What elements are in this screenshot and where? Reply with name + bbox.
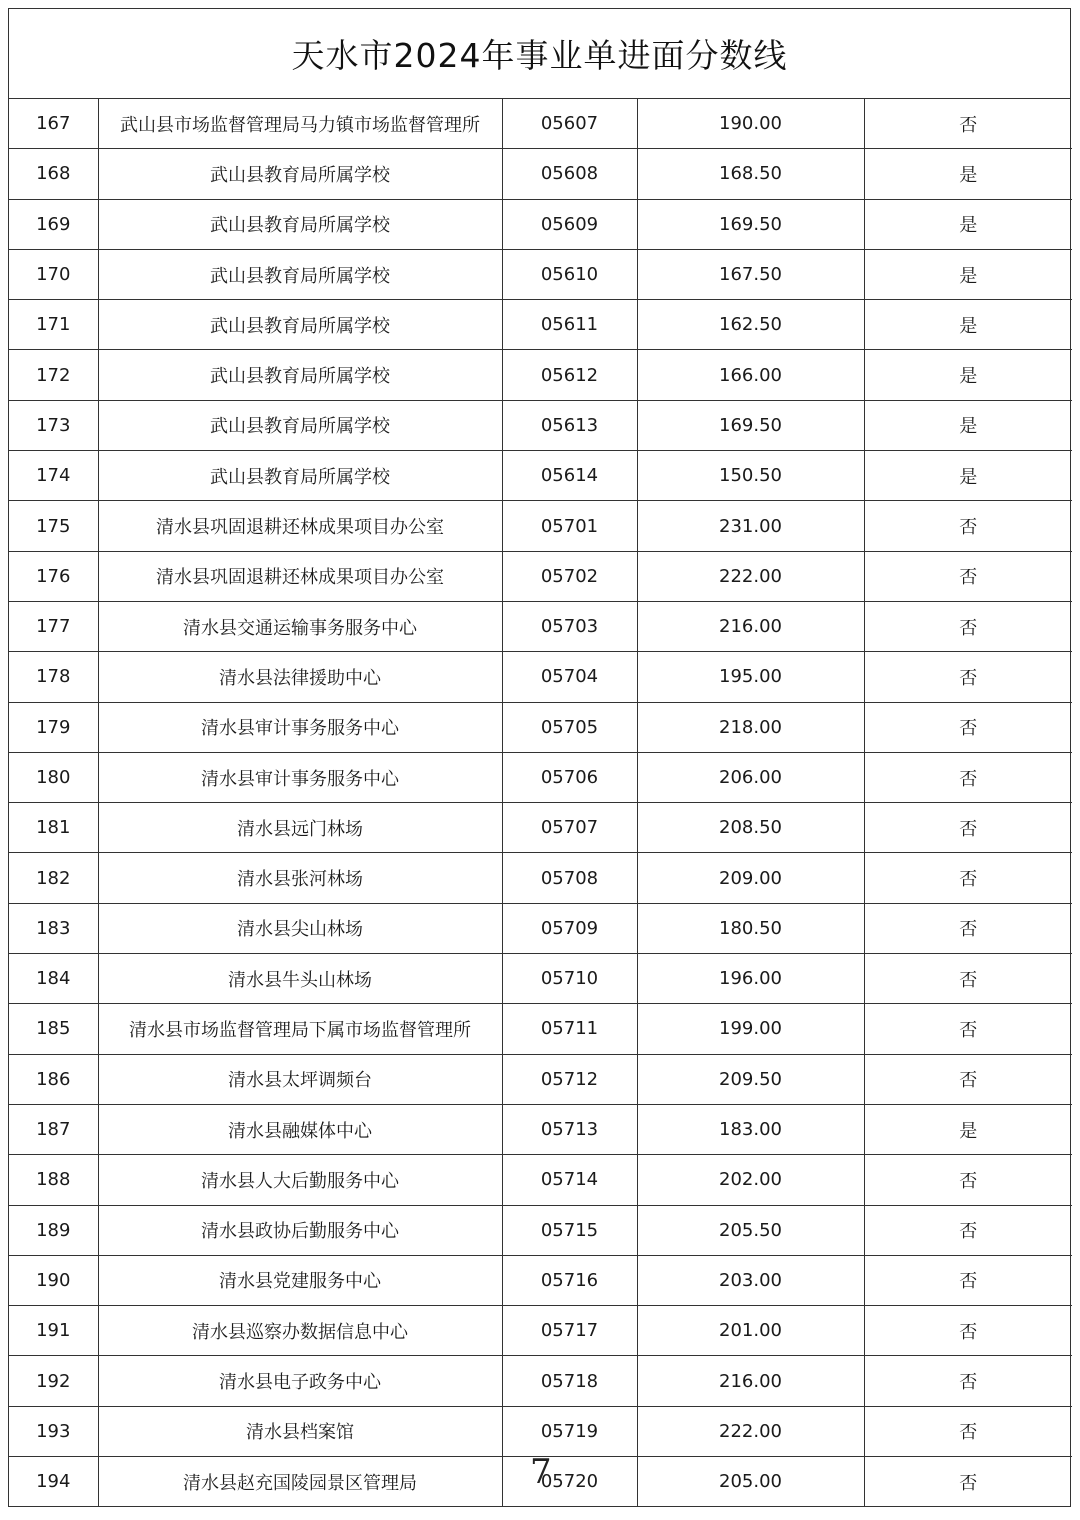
cell-position-code: 05610 [502,249,637,299]
cell-unit-name: 武山县教育局所属学校 [98,350,502,400]
table-row [9,199,1072,249]
cell-serial-number: 189 [9,1205,98,1255]
cell-serial-number: 188 [9,1155,98,1205]
cell-score: 168.50 [637,149,864,199]
cell-score: 167.50 [637,249,864,299]
cell-position-code: 05715 [502,1205,637,1255]
cell-flag: 否 [864,1255,1072,1305]
cell-score: 169.50 [637,400,864,450]
score-table-sheet [8,8,1071,1507]
cell-unit-name: 清水县法律援助中心 [98,652,502,702]
cell-position-code: 05707 [502,803,637,853]
table-row [9,1104,1072,1154]
cell-score: 231.00 [637,501,864,551]
cell-flag: 否 [864,99,1072,149]
cell-position-code: 05716 [502,1255,637,1305]
cell-flag: 否 [864,803,1072,853]
table-row [9,601,1072,651]
cell-unit-name: 武山县教育局所属学校 [98,249,502,299]
cell-serial-number: 191 [9,1306,98,1356]
cell-flag: 否 [864,702,1072,752]
cell-unit-name: 清水县人大后勤服务中心 [98,1155,502,1205]
cell-serial-number: 169 [9,199,98,249]
cell-position-code: 05608 [502,149,637,199]
cell-unit-name: 清水县融媒体中心 [98,1104,502,1154]
cell-unit-name: 清水县巩固退耕还林成果项目办公室 [98,551,502,601]
cell-flag: 否 [864,903,1072,953]
table-row [9,954,1072,1004]
cell-position-code: 05720 [502,1457,637,1507]
cell-score: 205.50 [637,1205,864,1255]
cell-score: 196.00 [637,954,864,1004]
cell-serial-number: 168 [9,149,98,199]
table-row [9,451,1072,501]
cell-flag: 否 [864,1306,1072,1356]
cell-score: 183.00 [637,1104,864,1154]
cell-position-code: 05718 [502,1356,637,1406]
cell-position-code: 05612 [502,350,637,400]
cell-unit-name: 清水县尖山林场 [98,903,502,953]
cell-score: 216.00 [637,601,864,651]
cell-unit-name: 武山县教育局所属学校 [98,451,502,501]
cell-flag: 是 [864,400,1072,450]
cell-flag: 否 [864,601,1072,651]
cell-score: 150.50 [637,451,864,501]
cell-unit-name: 清水县交通运输事务服务中心 [98,601,502,651]
cell-position-code: 05614 [502,451,637,501]
cell-unit-name: 武山县教育局所属学校 [98,199,502,249]
cell-unit-name: 清水县巩固退耕还林成果项目办公室 [98,501,502,551]
table-row [9,249,1072,299]
table-body [9,99,1072,1506]
cell-serial-number: 194 [9,1457,98,1507]
cell-position-code: 05710 [502,954,637,1004]
table-row [9,903,1072,953]
page-title: 天水市2024年事业单进面分数线 [9,9,1070,99]
cell-unit-name: 清水县太坪调频台 [98,1054,502,1104]
cell-score: 209.00 [637,853,864,903]
cell-unit-name: 武山县市场监督管理局马力镇市场监督管理所 [98,99,502,149]
cell-position-code: 05709 [502,903,637,953]
cell-flag: 否 [864,501,1072,551]
page-number: 7 [530,1452,552,1492]
table-row [9,400,1072,450]
cell-serial-number: 180 [9,752,98,802]
cell-position-code: 05711 [502,1004,637,1054]
cell-position-code: 05607 [502,99,637,149]
cell-serial-number: 176 [9,551,98,601]
cell-position-code: 05712 [502,1054,637,1104]
table-row [9,853,1072,903]
table-row [9,149,1072,199]
cell-serial-number: 173 [9,400,98,450]
cell-serial-number: 187 [9,1104,98,1154]
cell-score: 199.00 [637,1004,864,1054]
table-row [9,702,1072,752]
table-row [9,752,1072,802]
cell-serial-number: 184 [9,954,98,1004]
cell-score: 216.00 [637,1356,864,1406]
cell-serial-number: 182 [9,853,98,903]
cell-score: 208.50 [637,803,864,853]
cell-flag: 否 [864,1205,1072,1255]
cell-serial-number: 193 [9,1406,98,1456]
table-row [9,350,1072,400]
table-row [9,803,1072,853]
cell-serial-number: 175 [9,501,98,551]
cell-flag: 否 [864,652,1072,702]
table-row [9,300,1072,350]
cell-flag: 否 [864,954,1072,1004]
cell-position-code: 05708 [502,853,637,903]
cell-unit-name: 武山县教育局所属学校 [98,400,502,450]
table-row [9,1356,1072,1406]
cell-score: 166.00 [637,350,864,400]
cell-unit-name: 清水县赵充国陵园景区管理局 [98,1457,502,1507]
cell-flag: 是 [864,300,1072,350]
cell-serial-number: 186 [9,1054,98,1104]
cell-unit-name: 清水县牛头山林场 [98,954,502,1004]
cell-flag: 否 [864,1406,1072,1456]
cell-score: 180.50 [637,903,864,953]
cell-serial-number: 171 [9,300,98,350]
cell-serial-number: 179 [9,702,98,752]
cell-flag: 否 [864,551,1072,601]
cell-unit-name: 清水县档案馆 [98,1406,502,1456]
cell-serial-number: 174 [9,451,98,501]
cell-flag: 否 [864,1004,1072,1054]
cell-flag: 否 [864,752,1072,802]
cell-position-code: 05719 [502,1406,637,1456]
table-row [9,501,1072,551]
cell-score: 218.00 [637,702,864,752]
table-row [9,1004,1072,1054]
cell-flag: 否 [864,1054,1072,1104]
table-row [9,551,1072,601]
cell-unit-name: 武山县教育局所属学校 [98,149,502,199]
cell-position-code: 05714 [502,1155,637,1205]
cell-score: 209.50 [637,1054,864,1104]
cell-score: 206.00 [637,752,864,802]
cell-unit-name: 清水县远门林场 [98,803,502,853]
table-row [9,1406,1072,1456]
cell-serial-number: 172 [9,350,98,400]
cell-position-code: 05713 [502,1104,637,1154]
cell-score: 205.00 [637,1457,864,1507]
cell-score: 162.50 [637,300,864,350]
cell-score: 190.00 [637,99,864,149]
cell-serial-number: 178 [9,652,98,702]
cell-flag: 是 [864,249,1072,299]
cell-serial-number: 190 [9,1255,98,1305]
table-row [9,99,1072,149]
cell-position-code: 05717 [502,1306,637,1356]
table-row [9,652,1072,702]
cell-unit-name: 清水县市场监督管理局下属市场监督管理所 [98,1004,502,1054]
cell-serial-number: 185 [9,1004,98,1054]
cell-unit-name: 清水县审计事务服务中心 [98,702,502,752]
score-table [9,99,1072,1506]
cell-unit-name: 清水县张河林场 [98,853,502,903]
cell-unit-name: 武山县教育局所属学校 [98,300,502,350]
cell-flag: 是 [864,350,1072,400]
cell-flag: 否 [864,1356,1072,1406]
cell-position-code: 05705 [502,702,637,752]
cell-unit-name: 清水县党建服务中心 [98,1255,502,1305]
cell-position-code: 05704 [502,652,637,702]
cell-position-code: 05613 [502,400,637,450]
table-row [9,1054,1072,1104]
table-row [9,1155,1072,1205]
table-row [9,1205,1072,1255]
cell-flag: 否 [864,853,1072,903]
cell-position-code: 05609 [502,199,637,249]
cell-serial-number: 181 [9,803,98,853]
cell-flag: 是 [864,199,1072,249]
cell-score: 222.00 [637,1406,864,1456]
cell-score: 195.00 [637,652,864,702]
cell-unit-name: 清水县政协后勤服务中心 [98,1205,502,1255]
cell-position-code: 05611 [502,300,637,350]
cell-flag: 是 [864,1104,1072,1154]
table-row [9,1306,1072,1356]
cell-score: 222.00 [637,551,864,601]
cell-flag: 否 [864,1155,1072,1205]
cell-serial-number: 177 [9,601,98,651]
cell-serial-number: 167 [9,99,98,149]
cell-unit-name: 清水县电子政务中心 [98,1356,502,1406]
cell-unit-name: 清水县巡察办数据信息中心 [98,1306,502,1356]
cell-position-code: 05701 [502,501,637,551]
cell-flag: 是 [864,149,1072,199]
cell-flag: 否 [864,1457,1072,1507]
table-row [9,1255,1072,1305]
cell-serial-number: 192 [9,1356,98,1406]
cell-unit-name: 清水县审计事务服务中心 [98,752,502,802]
cell-serial-number: 183 [9,903,98,953]
cell-position-code: 05706 [502,752,637,802]
cell-position-code: 05703 [502,601,637,651]
cell-flag: 是 [864,451,1072,501]
cell-score: 169.50 [637,199,864,249]
cell-score: 201.00 [637,1306,864,1356]
cell-score: 203.00 [637,1255,864,1305]
cell-serial-number: 170 [9,249,98,299]
cell-position-code: 05702 [502,551,637,601]
cell-score: 202.00 [637,1155,864,1205]
